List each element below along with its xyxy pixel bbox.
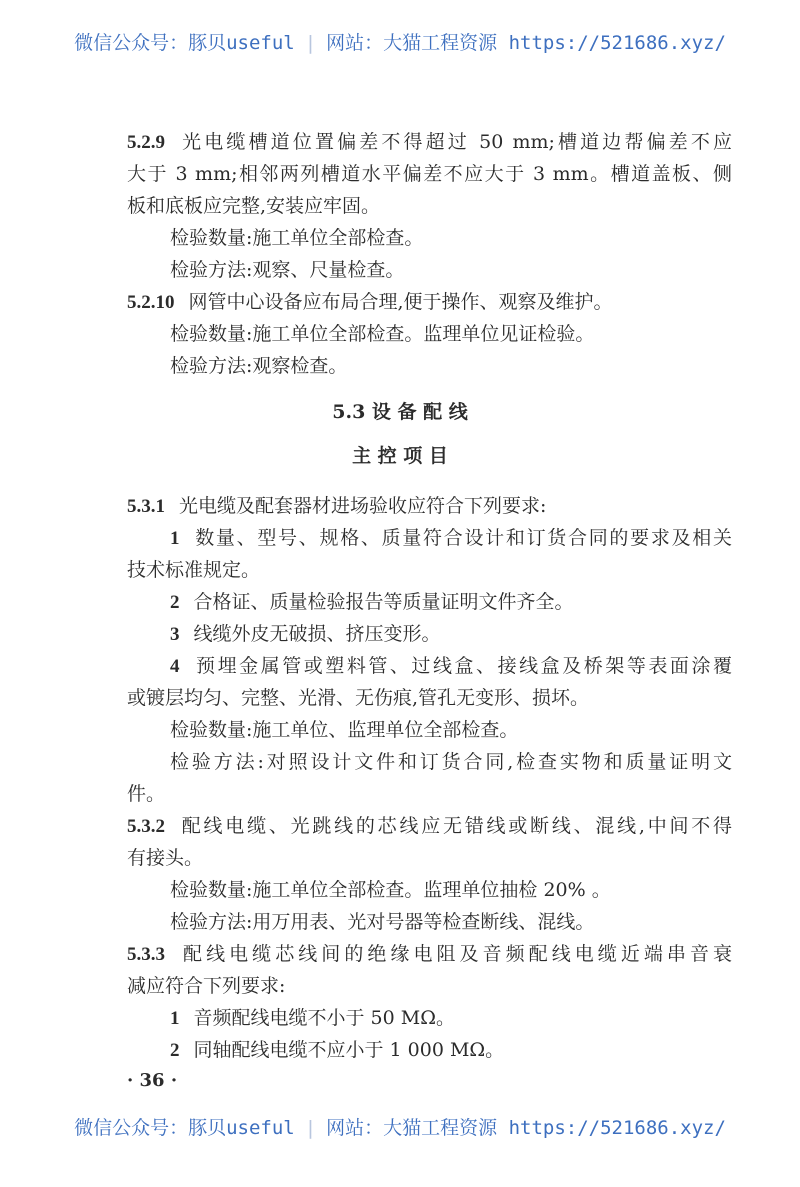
clause-number: 2 [170, 592, 180, 613]
watermark-footer [0, 1113, 800, 1140]
text-line [170, 651, 732, 681]
line-text: 件。 [127, 783, 166, 805]
text-line [127, 971, 732, 1001]
line-text: 光电缆及配套器材进场验收应符合下列要求: [179, 495, 547, 517]
text-line [127, 939, 732, 969]
text-line [127, 843, 732, 873]
clause-number: 2 [170, 1040, 180, 1061]
line-text: 检验方法:观察、尺量检查。 [170, 259, 405, 281]
text-line [127, 127, 732, 157]
text-line [170, 715, 732, 745]
line-text: 同轴配线电缆不应小于 1 000 MΩ。 [193, 1039, 505, 1061]
clause-number: 4 [170, 656, 180, 677]
watermark-right: 网站：大猫工程资源 https://521686.xyz/ [326, 1117, 726, 1139]
text-line [170, 875, 732, 905]
line-text: 线缆外皮无破损、挤压变形。 [193, 623, 441, 645]
line-text: 音频配线电缆不小于 50 MΩ。 [193, 1007, 455, 1029]
line-text: 检验方法:观察检查。 [170, 355, 348, 377]
line-text: 合格证、质量检验报告等质量证明文件齐全。 [193, 591, 574, 613]
text-line [127, 811, 732, 841]
clause-number: 5.3.2 [127, 816, 165, 837]
watermark-header [0, 28, 800, 55]
text-line [170, 747, 732, 777]
line-text: 检验数量:施工单位全部检查。监理单位抽检 20% 。 [170, 879, 611, 901]
watermark-left: 微信公众号：豚贝useful [74, 32, 295, 54]
line-text: 预埋金属管或塑料管、过线盒、接线盒及桥架等表面涂覆 [193, 655, 732, 677]
line-text: 数量、型号、规格、质量符合设计和订货合同的要求及相关 [193, 527, 732, 549]
line-text: 检验方法:对照设计文件和订货合同,检查实物和质量证明文 [170, 751, 732, 773]
line-text: 大于 3 mm;相邻两列槽道水平偏差不应大于 3 mm。槽道盖板、侧 [127, 163, 732, 185]
text-line [170, 351, 732, 381]
text-line [170, 907, 732, 937]
text-line [170, 319, 732, 349]
watermark-left: 微信公众号：豚贝useful [74, 1117, 295, 1139]
clause-number: 5.2.10 [127, 292, 175, 313]
line-text: 有接头。 [127, 847, 204, 869]
clause-number: 5.3.3 [127, 944, 165, 965]
text-line [170, 619, 732, 649]
section-heading: 5.3 设 备 配 线 [332, 401, 468, 423]
line-text: 检验方法:用万用表、光对号器等检查断线、混线。 [170, 911, 595, 933]
subsection-heading: 主 控 项 目 [352, 445, 448, 467]
line-text: 板和底板应完整,安装应牢固。 [127, 195, 381, 217]
text-line [170, 1035, 732, 1065]
text-line [127, 779, 732, 809]
line-text: 检验数量:施工单位全部检查。 [170, 227, 424, 249]
text-line [170, 587, 732, 617]
line-text: 光电缆槽道位置偏差不得超过 50 mm;槽道边帮偏差不应 [179, 131, 732, 153]
text-line [127, 159, 732, 189]
line-text: 或镀层均匀、完整、光滑、无伤痕,管孔无变形、损坏。 [127, 687, 590, 709]
clause-number: 5.3.1 [127, 496, 165, 517]
text-line [127, 191, 732, 221]
line-text: 检验数量:施工单位、监理单位全部检查。 [170, 719, 519, 741]
clause-number: 1 [170, 1008, 180, 1029]
text-line [127, 287, 732, 317]
watermark-separator: | [304, 1117, 317, 1139]
line-text: 配线电缆、光跳线的芯线应无错线或断线、混线,中间不得 [179, 815, 732, 837]
text-line [170, 255, 732, 285]
line-text: 配线电缆芯线间的绝缘电阻及音频配线电缆近端串音衰 [179, 943, 732, 965]
line-text: 网管中心设备应布局合理,便于操作、观察及维护。 [188, 291, 613, 313]
line-text: 减应符合下列要求: [127, 975, 286, 997]
clause-number: 5.2.9 [127, 132, 165, 153]
text-line [127, 491, 732, 521]
watermark-right: 网站：大猫工程资源 https://521686.xyz/ [326, 32, 726, 54]
text-line [127, 683, 732, 713]
clause-number: 3 [170, 624, 180, 645]
clause-number: 1 [170, 528, 180, 549]
watermark-separator: | [304, 32, 317, 54]
page-number: · 36 · [127, 1070, 178, 1091]
line-text: 检验数量:施工单位全部检查。监理单位见证检验。 [170, 323, 595, 345]
text-line [170, 223, 732, 253]
text-line [170, 1003, 732, 1033]
text-line [170, 523, 732, 553]
line-text: 技术标准规定。 [127, 559, 261, 581]
text-line [127, 555, 732, 585]
